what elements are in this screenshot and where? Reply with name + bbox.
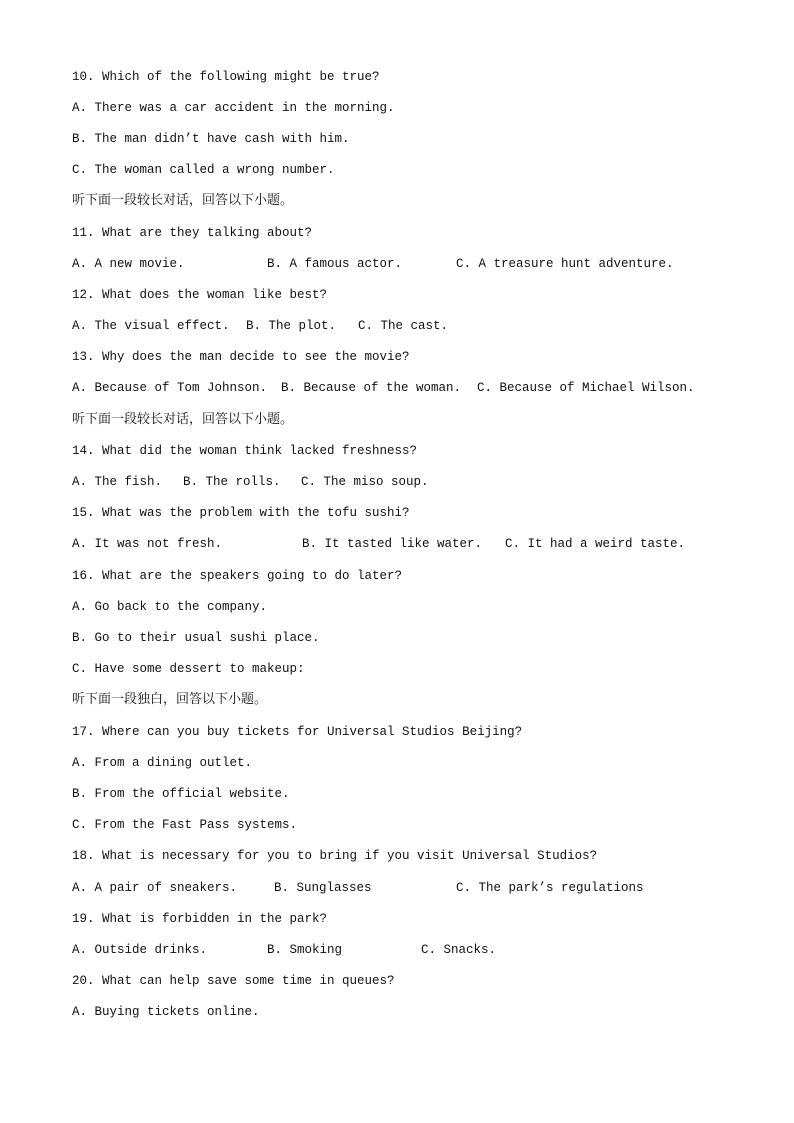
question-17: 17. Where can you buy tickets for Universal Studios Beijing? bbox=[72, 725, 523, 739]
q19-option-a: A. Outside drinks. bbox=[72, 943, 208, 957]
q19-options bbox=[72, 942, 497, 958]
q13-option-a: A. Because of Tom Johnson. bbox=[72, 381, 268, 395]
q13-option-c: C. Because of Michael Wilson. bbox=[477, 381, 695, 395]
q11-option-a: A. A new movie. bbox=[72, 257, 185, 271]
q13-option-b: B. Because of the woman. bbox=[281, 381, 462, 395]
question-12: 12. What does the woman like best? bbox=[72, 288, 328, 302]
q18-option-c: C. The park’s regulations bbox=[456, 881, 644, 895]
question-13: 13. Why does the man decide to see the movie? bbox=[72, 350, 410, 364]
q15-option-a: A. It was not fresh. bbox=[72, 537, 223, 551]
q12-option-c: C. The cast. bbox=[358, 319, 449, 333]
section-instruction-1: 听下面一段较长对话，回答以下小题。 bbox=[72, 193, 294, 208]
question-16: 16. What are the speakers going to do later? bbox=[72, 569, 403, 583]
section-instruction-3: 听下面一段独白，回答以下小题。 bbox=[72, 692, 268, 707]
q10-option-a: A. There was a car accident in the morning. bbox=[72, 101, 395, 115]
q11-option-b: B. A famous actor. bbox=[267, 257, 403, 271]
q14-option-a: A. The fish. bbox=[72, 475, 163, 489]
question-18: 18. What is necessary for you to bring if you visit Universal Studios? bbox=[72, 849, 598, 863]
q13-options bbox=[72, 380, 695, 396]
question-10: 10. Which of the following might be true? bbox=[72, 70, 380, 84]
q15-option-c: C. It had a weird taste. bbox=[505, 537, 686, 551]
q12-option-b: B. The plot. bbox=[246, 319, 337, 333]
q16-option-c: C. Have some dessert to makeup: bbox=[72, 662, 305, 676]
q16-option-b: B. Go to their usual sushi place. bbox=[72, 631, 320, 645]
section-instruction-2: 听下面一段较长对话，回答以下小题。 bbox=[72, 412, 294, 427]
q12-option-a: A. The visual effect. bbox=[72, 319, 230, 333]
question-20: 20. What can help save some time in queues? bbox=[72, 974, 395, 988]
q18-option-a: A. A pair of sneakers. bbox=[72, 881, 238, 895]
question-14: 14. What did the woman think lacked freshness? bbox=[72, 444, 418, 458]
q15-options bbox=[72, 536, 686, 552]
question-15: 15. What was the problem with the tofu sushi? bbox=[72, 506, 410, 520]
q17-option-b: B. From the official website. bbox=[72, 787, 290, 801]
q17-option-a: A. From a dining outlet. bbox=[72, 756, 253, 770]
q10-option-c: C. The woman called a wrong number. bbox=[72, 163, 335, 177]
q18-options bbox=[72, 880, 644, 896]
q11-options bbox=[72, 256, 674, 272]
q11-option-c: C. A treasure hunt adventure. bbox=[456, 257, 674, 271]
question-11: 11. What are they talking about? bbox=[72, 226, 313, 240]
question-19: 19. What is forbidden in the park? bbox=[72, 912, 328, 926]
q14-options bbox=[72, 474, 429, 490]
q14-option-c: C. The miso soup. bbox=[301, 475, 429, 489]
q12-options bbox=[72, 318, 449, 334]
q18-option-b: B. Sunglasses bbox=[274, 881, 372, 895]
q20-option-a: A. Buying tickets online. bbox=[72, 1005, 260, 1019]
q19-option-b: B. Smoking bbox=[267, 943, 343, 957]
q19-option-c: C. Snacks. bbox=[421, 943, 497, 957]
q14-option-b: B. The rolls. bbox=[183, 475, 281, 489]
q16-option-a: A. Go back to the company. bbox=[72, 600, 268, 614]
q17-option-c: C. From the Fast Pass systems. bbox=[72, 818, 298, 832]
q10-option-b: B. The man didn’t have cash with him. bbox=[72, 132, 350, 146]
q15-option-b: B. It tasted like water. bbox=[302, 537, 483, 551]
